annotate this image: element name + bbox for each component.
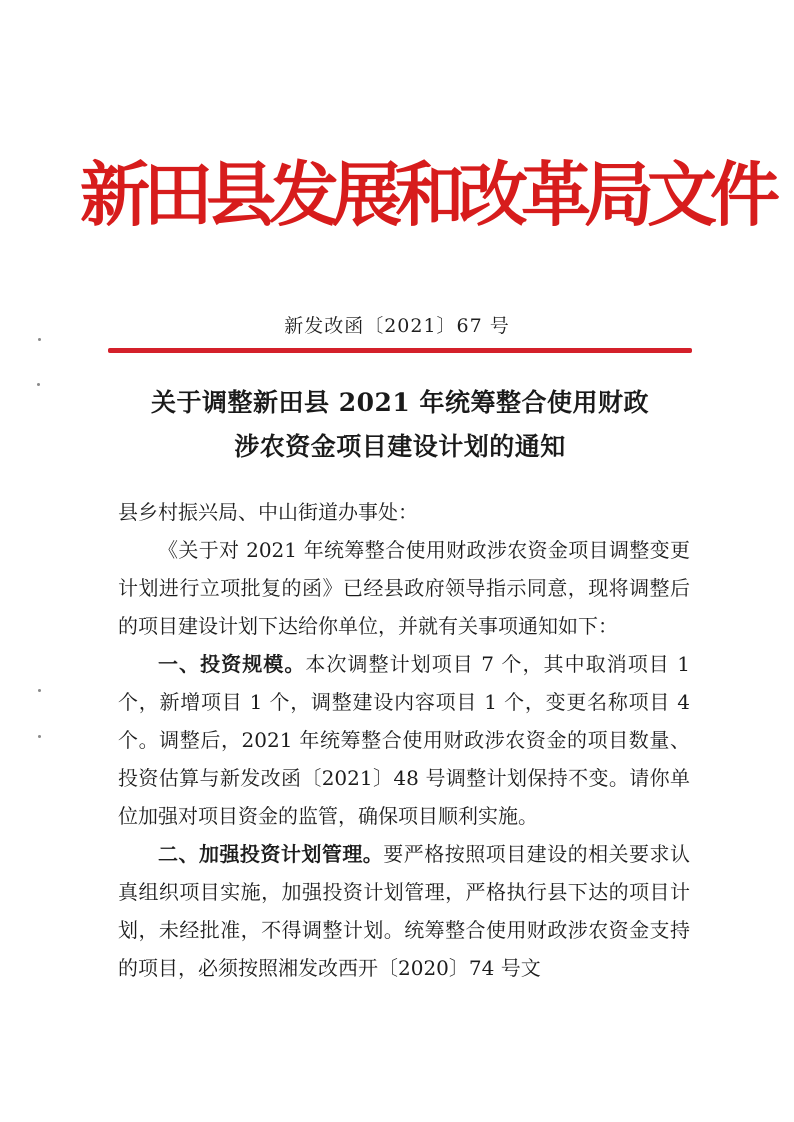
- document-number: 新发改函〔2021〕67 号: [284, 315, 510, 337]
- section-1-text: 本次调整计划项目 7 个，其中取消项目 1 个，新增项目 1 个，调整建设内容项目 1 个，变更名称项目 4 个。调整后，2021 年统筹整合使用财政涉农资金的项目数量、投资估算与新发改函〔2021〕48 号调整计划保持不变。请你单位加强对项目资金的监管，确保项目顺利实施。: [118, 652, 691, 828]
- scan-speck: [38, 338, 41, 341]
- document-title: [100, 381, 700, 469]
- section-2-heading: 二、加强投资计划管理。: [158, 842, 384, 866]
- scan-speck: [38, 735, 41, 738]
- document-title-line-2: 涉农资金项目建设计划的通知: [234, 432, 566, 461]
- scan-speck: [38, 689, 41, 692]
- intro-paragraph: 《关于对 2021 年统筹整合使用财政涉农资金项目调整变更计划进行立项批复的函》已经县政府领导指示同意，现将调整后的项目建设计划下达给你单位，并就有关事项通知如下：: [118, 538, 690, 638]
- document-body: [118, 493, 690, 987]
- section-1-paragraph: [118, 645, 690, 835]
- red-divider-line: [108, 348, 692, 353]
- section-1-heading: 一、投资规模。: [158, 652, 306, 676]
- section-2-paragraph: [118, 835, 690, 987]
- salutation: 县乡村振兴局、中山街道办事处：: [118, 500, 418, 524]
- section-2-text: 要严格按照项目建设的相关要求认真组织项目实施，加强投资计划管理，严格执行县下达的项目计划，未经批准，不得调整计划。统筹整合使用财政涉农资金支持的项目，必须按照湘发改西开〔2020〕74 号文: [118, 842, 691, 980]
- scan-speck: [37, 383, 40, 386]
- agency-header-title: 新田县发展和改革局文件: [80, 153, 773, 236]
- document-title-line-1: 关于调整新田县 2021 年统筹整合使用财政: [151, 388, 649, 417]
